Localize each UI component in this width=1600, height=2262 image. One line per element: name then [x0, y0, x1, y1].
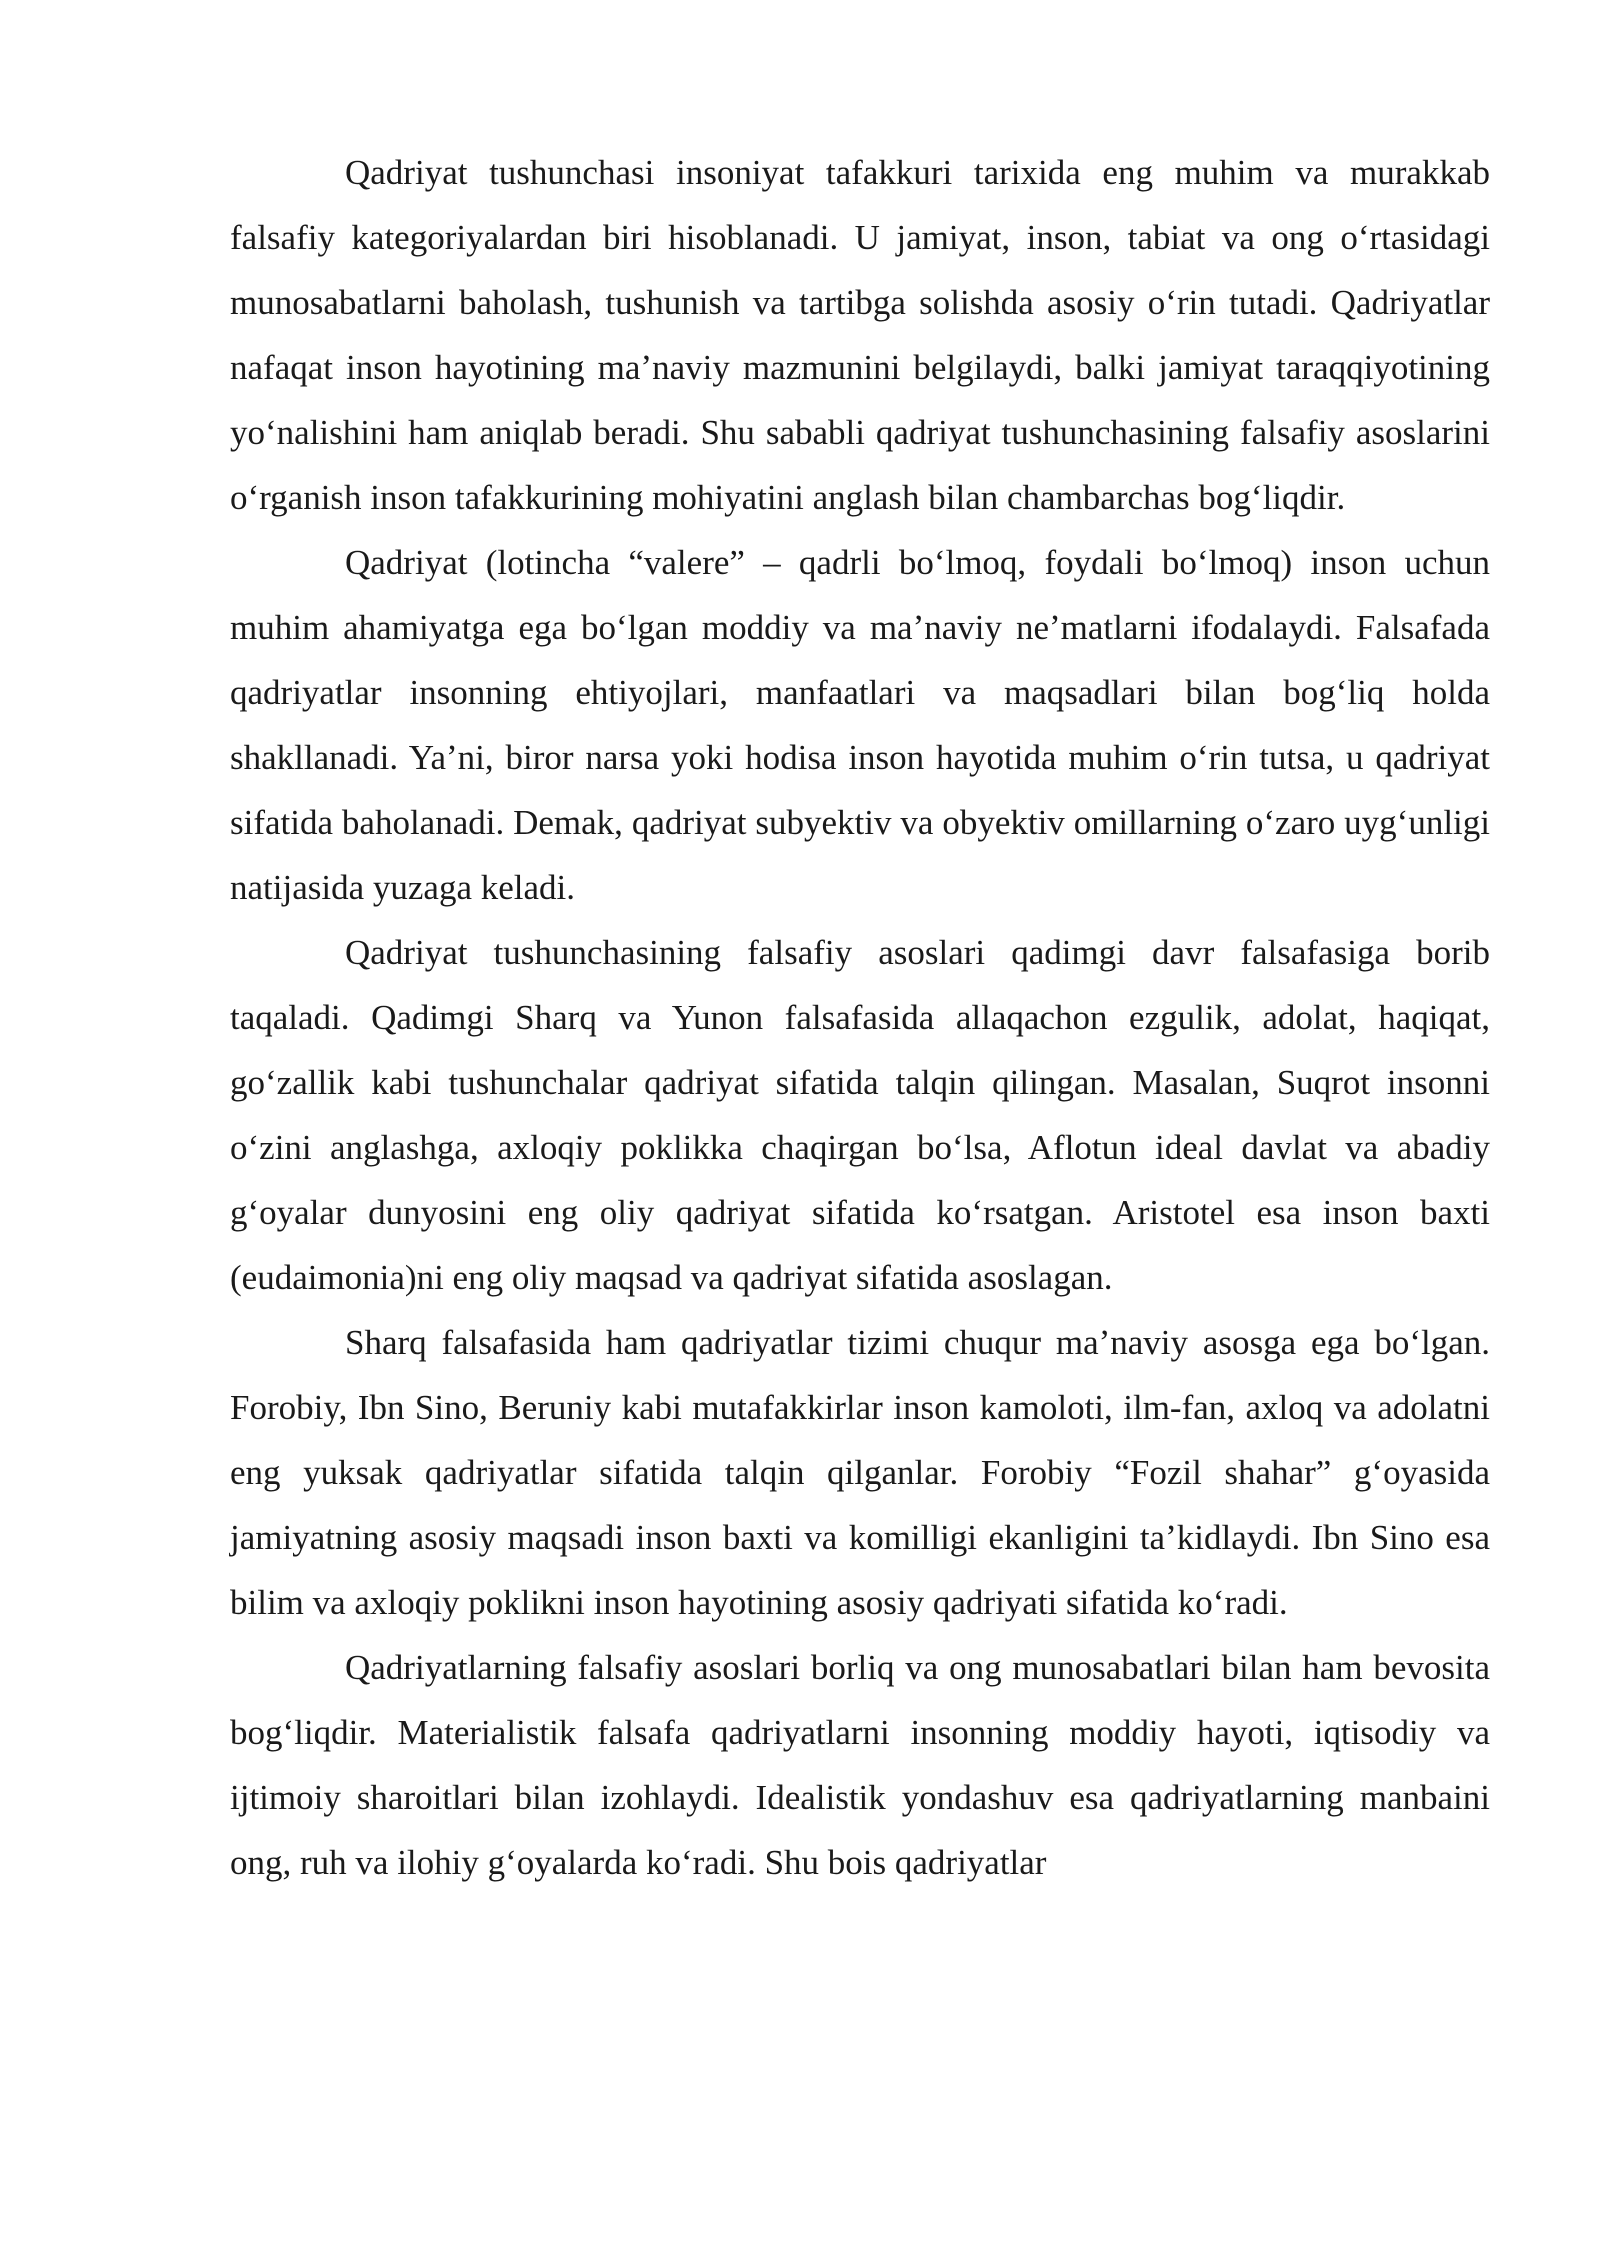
document-body	[230, 140, 1490, 1895]
paragraph: Qadriyatlarning falsafiy asoslari borliq va ong munosabatlari bilan ham bevosita bogʻliqdir. Materialistik falsafa qadriyatlarni insonning moddiy hayoti, iqtisodiy va ijtimoiy sharoitlari bilan izohlaydi. Idealistik yondashuv esa qadriyatlarning manbaini ong, ruh va ilohiy gʻoyalarda koʻradi. Shu bois qadriyatlar	[230, 1648, 1490, 1882]
paragraph: Qadriyat tushunchasining falsafiy asoslari qadimgi davr falsafasiga borib taqaladi. Qadimgi Sharq va Yunon falsafasida allaqachon ezgulik, adolat, haqiqat, goʻzallik kabi tushunchalar qadriyat sifatida talqin qilingan. Masalan, Suqrot insonni oʻzini anglashga, axloqiy poklikka chaqirgan boʻlsa, Aflotun ideal davlat va abadiy gʻoyalar dunyosini eng oliy qadriyat sifatida koʻrsatgan. Aristotel esa inson baxti (eudaimonia)ni eng oliy maqsad va qadriyat sifatida asoslagan.	[230, 933, 1490, 1297]
paragraph: Qadriyat tushunchasi insoniyat tafakkuri tarixida eng muhim va murakkab falsafiy kategoriyalardan biri hisoblanadi. U jamiyat, inson, tabiat va ong oʻrtasidagi munosabatlarni baholash, tushunish va tartibga solishda asosiy oʻrin tutadi. Qadriyatlar nafaqat inson hayotining maʼnaviy mazmunini belgilaydi, balki jamiyat taraqqiyotining yoʻnalishini ham aniqlab beradi. Shu sababli qadriyat tushunchasining falsafiy asoslarini oʻrganish inson tafakkurining mohiyatini anglash bilan chambarchas bogʻliqdir.	[230, 153, 1490, 517]
paragraph: Sharq falsafasida ham qadriyatlar tizimi chuqur maʼnaviy asosga ega boʻlgan. Forobiy, Ibn Sino, Beruniy kabi mutafakkirlar inson kamoloti, ilm-fan, axloq va adolatni eng yuksak qadriyatlar sifatida talqin qilganlar. Forobiy “Fozil shahar” gʻoyasida jamiyatning asosiy maqsadi inson baxti va komilligi ekanligini taʼkidlaydi. Ibn Sino esa bilim va axloqiy poklikni inson hayotining asosiy qadriyati sifatida koʻradi.	[230, 1323, 1490, 1622]
paragraph: Qadriyat (lotincha “valere” – qadrli boʻlmoq, foydali boʻlmoq) inson uchun muhim ahamiyatga ega boʻlgan moddiy va maʼnaviy neʼmatlarni ifodalaydi. Falsafada qadriyatlar insonning ehtiyojlari, manfaatlari va maqsadlari bilan bogʻliq holda shakllanadi. Yaʼni, biror narsa yoki hodisa inson hayotida muhim oʻrin tutsa, u qadriyat sifatida baholanadi. Demak, qadriyat subyektiv va obyektiv omillarning oʻzaro uygʻunligi natijasida yuzaga keladi.	[230, 543, 1490, 907]
